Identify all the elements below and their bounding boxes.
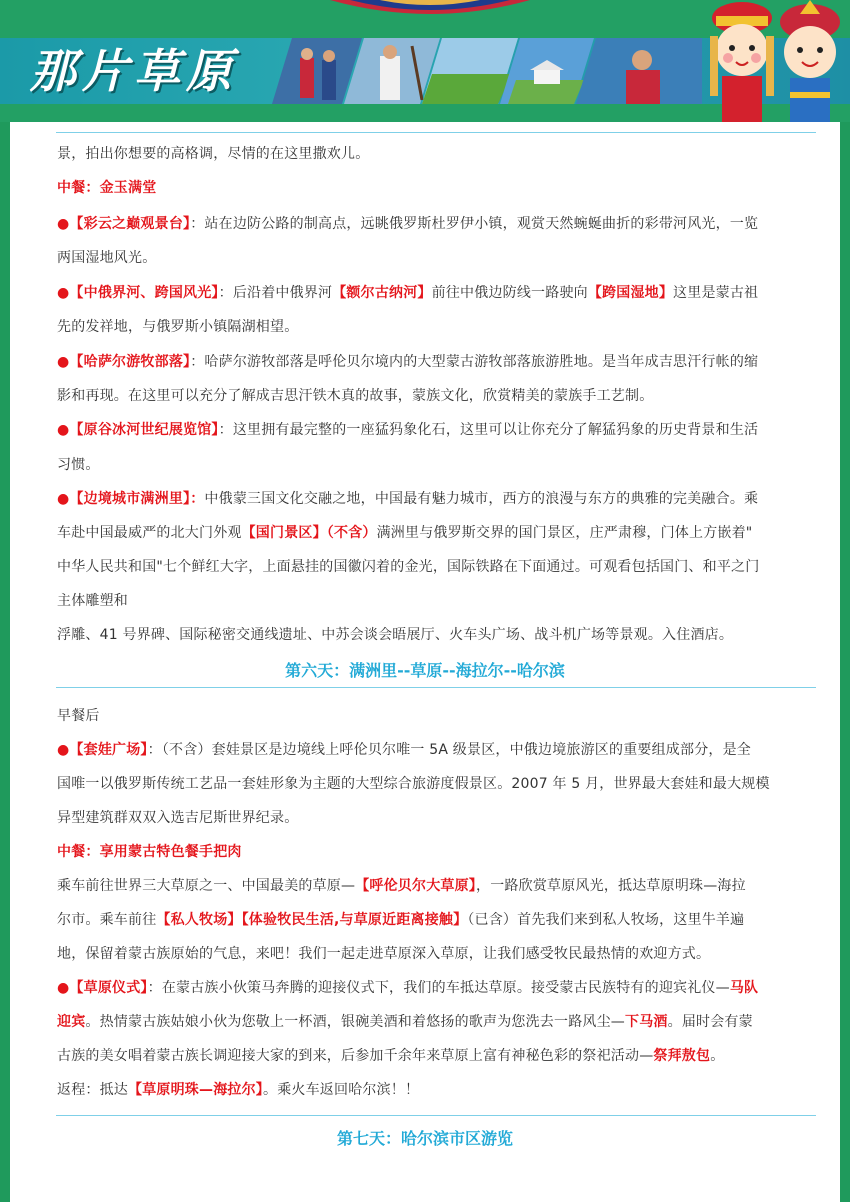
paragraph-line: 早餐后 [57,708,100,724]
paragraph-line: 景，拍出你想要的高格调，尽情的在这里撒欢儿。 [57,146,370,162]
decorative-medallion [330,0,530,14]
paragraph-line: 地，保留着蒙古族原始的气息，来吧！我们一起走进草原深入草原，让我们感受牧民最热情的欢迎方式。 [57,946,711,962]
attraction-entry: ●【原谷冰河世纪展览馆】：这里拥有最完整的一座猛犸象化石，这里可以让你充分了解猛犸象的历史背景和生活 [57,422,759,438]
mascot-girl [710,2,774,122]
paragraph-line: 车赴中国最威严的北大门外观【国门景区】（不含）满洲里与俄罗斯交界的国门景区，庄严肃穆，门体上方嵌着" [57,525,753,541]
lunch-note: 中餐：享用蒙古特色餐手把肉 [57,844,242,860]
paragraph-line: 浮雕、41 号界碑、国际秘密交通线遗址、中苏会谈会晤展厅、火车头广场、战斗机广场等景观。入住酒店。 [57,627,734,643]
itinerary-page [10,122,840,1202]
attraction-entry: ●【套娃广场】：（不含）套娃景区是边境线上呼伦贝尔唯一 5A 级景区，中俄边境旅游区的重要组成部分，是全 [57,742,752,758]
paragraph-line: 两国湿地风光。 [57,250,157,266]
divider-rule [56,687,816,688]
paragraph-line: 尔市。乘车前往【私人牧场】【体验牧民生活,与草原近距离接触】（已含）首先我们来到私人牧场，这里牛羊遍 [57,912,745,928]
lunch-note: 中餐：金玉满堂 [57,180,157,196]
attraction-entry: ●【中俄界河、跨国风光】：后沿着中俄界河【额尔古纳河】前往中俄边防线一路驶向【跨国湿地】这里是蒙古祖 [57,285,759,301]
paragraph-line: 古族的美女唱着蒙古族长调迎接大家的到来，后参加千余年来草原上富有神秘色彩的祭祀活动—祭拜敖包。 [57,1048,725,1064]
divider-rule [56,1115,816,1116]
paragraph-line: 异型建筑群双双入选吉尼斯世界纪录。 [57,810,299,826]
paragraph-line: 习惯。 [57,457,100,473]
banner-photo-strip [272,38,702,104]
day-heading: 第七天：哈尔滨市区游览 [336,1129,513,1148]
paragraph-line: 主体雕塑和 [57,593,128,609]
paragraph-line: 国唯一以俄罗斯传统工艺品一套娃形象为主题的大型综合旅游度假景区。2007 年 5 月，世界最大套娃和最大规模 [57,776,770,792]
mascot-couple-illustration [700,0,850,122]
day-heading: 第六天：满洲里--草原--海拉尔--哈尔滨 [285,661,565,680]
paragraph-line: 中华人民共和国"七个鲜红大字，上面悬挂的国徽闪着的金光，国际铁路在下面通过。可观看包括国门、和平之门 [57,559,760,575]
brand-title: 那片草原 [30,44,238,98]
attraction-entry: ●【草原仪式】：在蒙古族小伙策马奔腾的迎接仪式下，我们的车抵达草原。接受蒙古民族特有的迎宾礼仪—马队 [57,980,759,996]
paragraph-line: 先的发祥地，与俄罗斯小镇隔湖相望。 [57,319,299,335]
mascot-boy [780,0,840,122]
photo-woman [576,38,702,104]
paragraph-line: 迎宾。热情蒙古族姑娘小伙为您敬上一杯酒，银碗美酒和着悠扬的歌声为您洗去一路风尘—下马酒。届时会有蒙 [57,1014,753,1030]
paragraph-line: 乘车前往世界三大草原之一、中国最美的草原—【呼伦贝尔大草原】，一路欣赏草原风光，抵达草原明珠—海拉 [57,878,746,894]
attraction-entry: ●【彩云之巅观景台】：站在边防公路的制高点，远眺俄罗斯杜罗伊小镇，观赏天然蜿蜒曲折的彩带河风光，一览 [57,216,759,232]
divider-rule [56,132,816,133]
attraction-entry: ●【边境城市满洲里】：中俄蒙三国文化交融之地，中国最有魅力城市，西方的浪漫与东方的典雅的完美融合。乘 [57,491,759,507]
paragraph-line: 影和再现。在这里可以充分了解成吉思汗铁木真的故事，蒙族文化，欣赏精美的蒙族手工艺制。 [57,388,654,404]
attraction-entry: ●【哈萨尔游牧部落】：哈萨尔游牧部落是呼伦贝尔境内的大型蒙古游牧部落旅游胜地。是当年成吉思汗行帐的缩 [57,354,759,370]
page-header [0,0,850,122]
return-note: 返程：抵达【草原明珠—海拉尔】。乘火车返回哈尔滨！！ [57,1082,420,1098]
